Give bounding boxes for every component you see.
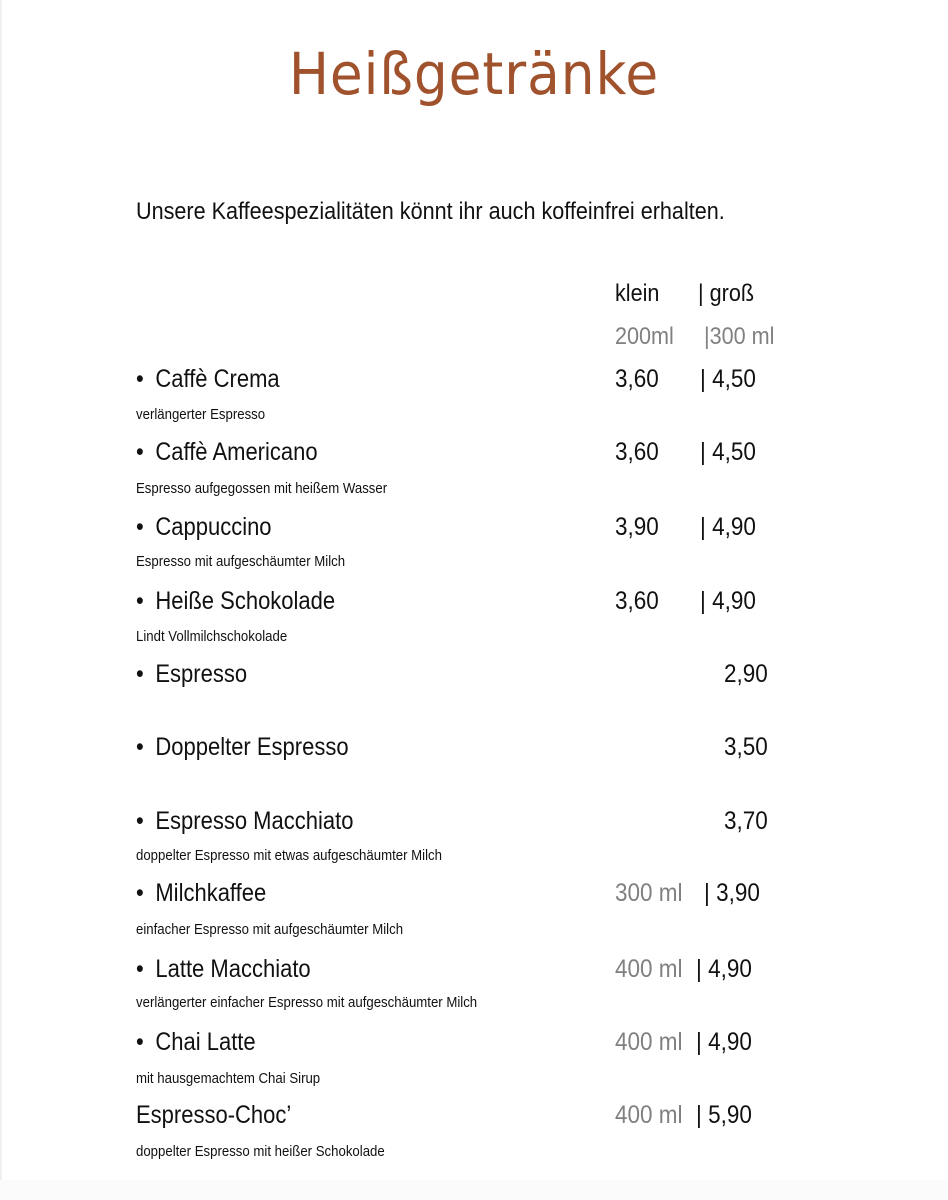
menu-item-name — [136, 657, 247, 691]
menu-item-description: mit hausgemachtem Chai Sirup — [136, 1070, 321, 1087]
menu-item-name — [136, 730, 349, 764]
bullet-icon: • — [136, 365, 144, 393]
bullet-icon: • — [136, 513, 144, 541]
menu-item-description: verlängerter Espresso — [136, 406, 266, 423]
menu-item-description: doppelter Espresso mit etwas aufgeschäumter Milch — [136, 847, 442, 864]
size: 400 ml — [615, 1028, 683, 1056]
item-label: Milchkaffee — [155, 879, 267, 907]
price-large: | 4,90 — [700, 587, 756, 615]
item-label: Caffè Americano — [155, 438, 318, 466]
price: | 4,90 — [696, 1028, 752, 1056]
menu-item-name — [136, 584, 335, 618]
menu-item-description: Espresso aufgegossen mit heißem Wasser — [136, 480, 388, 497]
menu-item-name: Espresso-Choc’ — [136, 1101, 292, 1129]
column-header-small: klein — [615, 280, 660, 307]
price: 2,90 — [724, 660, 768, 688]
size: 400 ml — [615, 1101, 683, 1129]
bullet-icon: • — [136, 879, 144, 907]
item-label: Caffè Crema — [155, 365, 280, 393]
column-header-large: | groß — [698, 280, 755, 307]
page-bottom — [0, 1180, 948, 1200]
item-label: Espresso Macchiato — [155, 807, 354, 835]
price: | 4,90 — [696, 955, 752, 983]
bullet-icon: • — [136, 807, 144, 835]
page-edge — [0, 0, 2, 1200]
menu-item-name — [136, 876, 266, 910]
bullet-icon: • — [136, 955, 144, 983]
price-small: 3,90 — [615, 513, 659, 541]
size: 400 ml — [615, 955, 683, 983]
price-small: 3,60 — [615, 587, 659, 615]
item-label: Doppelter Espresso — [155, 733, 349, 761]
column-size-small: 200ml — [615, 323, 674, 350]
menu-item-name — [136, 362, 280, 396]
price-small: 3,60 — [615, 365, 659, 393]
bullet-icon: • — [136, 1028, 144, 1056]
menu-item-name — [136, 1025, 256, 1059]
item-label: Espresso — [155, 660, 248, 688]
price-small: 3,60 — [615, 438, 659, 466]
menu-item-name — [136, 804, 353, 838]
price: 3,50 — [724, 733, 768, 761]
bullet-icon: • — [136, 733, 144, 761]
menu-item-name — [136, 435, 318, 469]
page-title: Heißgetränke — [288, 40, 660, 108]
menu-item-description: Espresso mit aufgeschäumter Milch — [136, 553, 346, 570]
menu-item-description: einfacher Espresso mit aufgeschäumter Milch — [136, 921, 404, 938]
menu-item-name — [136, 510, 272, 544]
item-label: Heiße Schokolade — [155, 587, 336, 615]
menu-item-description: verlängerter einfacher Espresso mit aufgeschäumter Milch — [136, 994, 478, 1011]
column-size-large: |300 ml — [704, 323, 775, 350]
price: | 5,90 — [696, 1101, 752, 1129]
price: 3,70 — [724, 807, 768, 835]
bullet-icon: • — [136, 587, 144, 615]
price-large: | 4,50 — [700, 438, 756, 466]
menu-item-description: Lindt Vollmilchschokolade — [136, 628, 288, 645]
item-label: Latte Macchiato — [155, 955, 311, 983]
item-label: Cappuccino — [155, 513, 272, 541]
price: | 3,90 — [704, 879, 760, 907]
price-large: | 4,50 — [700, 365, 756, 393]
menu-item-description: doppelter Espresso mit heißer Schokolade — [136, 1143, 385, 1160]
intro-text: Unsere Kaffeespezialitäten könnt ihr auch koffeinfrei erhalten. — [136, 198, 725, 225]
price-large: | 4,90 — [700, 513, 756, 541]
size: 300 ml — [615, 879, 683, 907]
bullet-icon: • — [136, 660, 144, 688]
menu-item-name — [136, 952, 311, 986]
bullet-icon: • — [136, 438, 144, 466]
item-label: Chai Latte — [155, 1028, 256, 1056]
